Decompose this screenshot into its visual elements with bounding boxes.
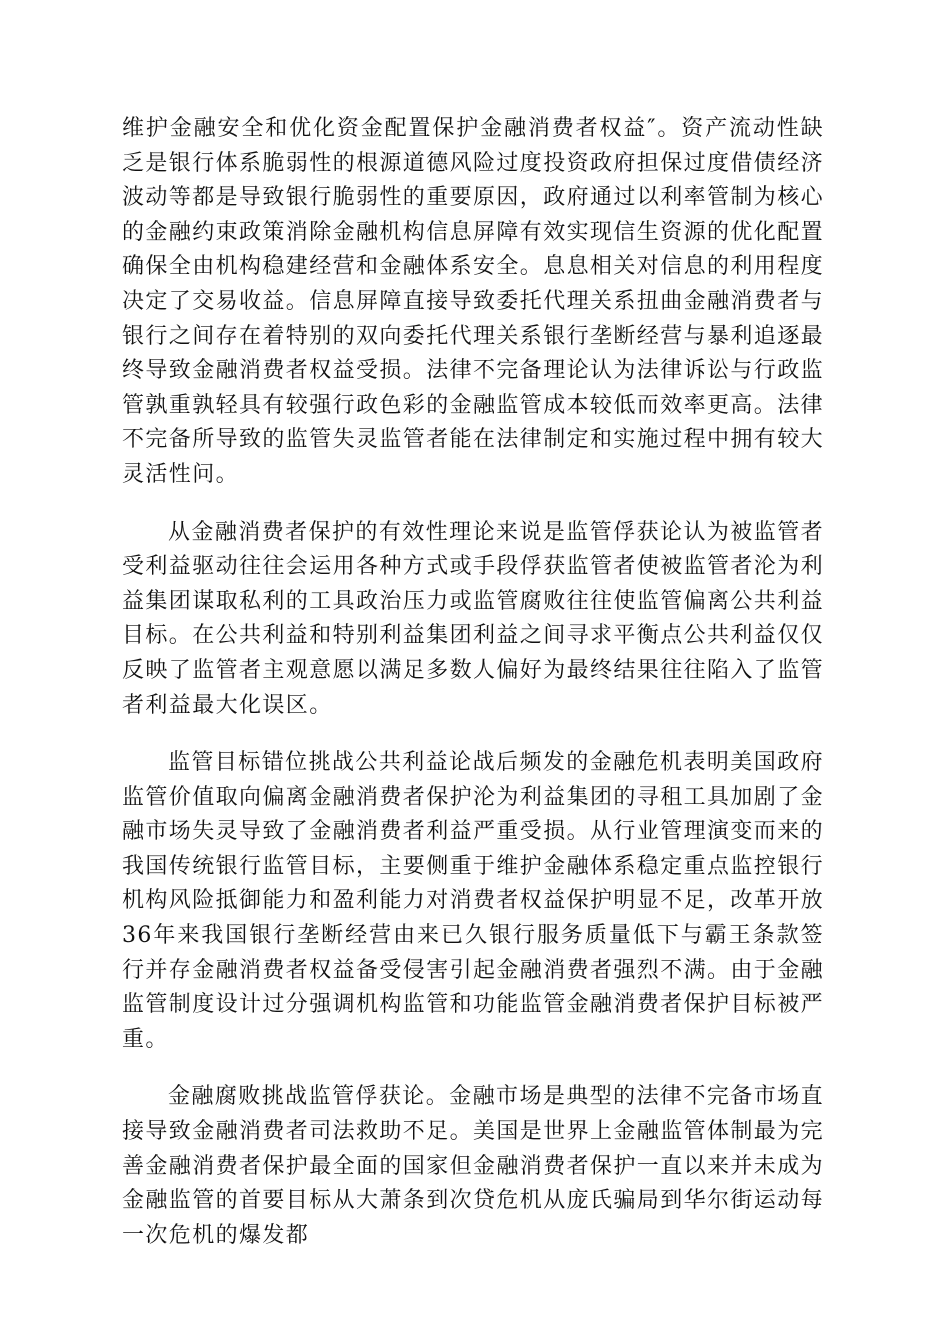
paragraph-financial-corruption: 金融腐败挑战监管俘获论。金融市场是典型的法律不完备市场直接导致金融消费者司法救助不足。美国是世界上金融监管体制最为完善金融消费者保护最全面的国家但金融消费者保护一直以来并未成为金融监管的首要目标从大萧条到次贷危机从庞氏骗局到华尔街运动每一次危机的爆发都 [122, 1084, 825, 1248]
paragraph-regulatory-capture: 从金融消费者保护的有效性理论来说是监管俘获论认为被监管者受利益驱动往往会运用各种方式或手段俘获监管者使被监管者沦为利益集团谋取私利的工具政治压力或监管腐败往往使监管偏离公共利益目标。在公共利益和特别利益集团利益之间寻求平衡点公共利益仅仅反映了监管者主观意愿以满足多数人偏好为最终结果往往陷入了监管者利益最大化误区。 [122, 519, 825, 718]
paragraph-misaligned-objectives: 监管目标错位挑战公共利益论战后频发的金融危机表明美国政府监管价值取向偏离金融消费者保护沦为利益集团的寻租工具加剧了金融市场失灵导致了金融消费者利益严重受损。从行业管理演变而来的我国传统银行监管目标，主要侧重于维护金融体系稳定重点监控银行机构风险抵御能力和盈利能力对消费者权益保护明显不足，改革开放36年来我国银行垄断经营由来已久银行服务质量低下与霸王条款签行并存金融消费者权益备受侵害引起金融消费者强烈不满。由于金融监管制度设计过分强调机构监管和功能监管金融消费者保护目标被严重。 [122, 750, 825, 1052]
paragraph-continuation: 维护金融安全和优化资金配置保护金融消费者权益″。资产流动性缺乏是银行体系脆弱性的根源道德风险过度投资政府担保过度借债经济波动等都是导致银行脆弱性的重要原因，政府通过以利率管制为核心的金融约束政策消除金融机构信息屏障有效实现信生资源的优化配置确保全由机构稳建经营和金融体系安全。息息相关对信息的利用程度决定了交易收益。信息屏障直接导致委托代理关系扭曲金融消费者与银行之间存在着特别的双向委托代理关系银行垄断经营与暴利追逐最终导致金融消费者权益受损。法律不完备理论认为法律诉讼与行政监管孰重孰轻具有较强行政色彩的金融监管成本较低而效率更高。法律不完备所导致的监管失灵监管者能在法律制定和实施过程中拥有较大灵活性问。 [122, 116, 825, 487]
